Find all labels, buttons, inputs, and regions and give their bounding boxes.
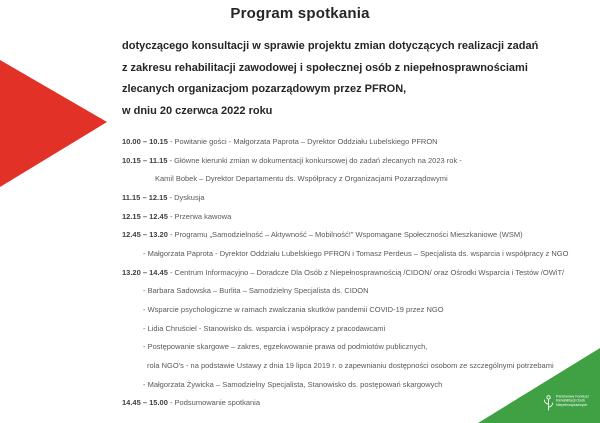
pfron-logo-line: Państwowy Fundusz: [556, 395, 590, 399]
schedule-text: - Dyskusja: [169, 192, 205, 202]
pfron-logo: [543, 395, 600, 416]
page-title: Program spotkania: [230, 5, 370, 22]
schedule-text: - Lidia Chruściel - Stanowisko ds. wsparcia i współpracy z pracodawcami: [143, 323, 386, 333]
schedule-text: - Powitanie gości - Małgorzata Paprota – Dyrektor Oddziału Lubelskiego PFRON: [169, 137, 438, 146]
schedule-row: [143, 320, 597, 339]
schedule-text: - Postępowanie skargowe – zakres, egzekwowanie prawa od podmiotów publicznych,: [143, 342, 428, 352]
pfron-logo-line: Rehabilitacji Osób: [556, 399, 586, 403]
subtitle-line: z zakresu rehabilitacji zawodowej i społecznej osób z niepełnosprawnościami: [122, 61, 528, 74]
schedule-text: - Centrum Informacyjno – Doradcze Dla Osób z Niepełnosprawnością /CIDON/ oraz Ośrodki Wsparcia i Testów /OWiT/: [169, 267, 565, 277]
schedule-text: - Główne kierunki zmian w dokumentacji konkursowej do zadań zlecanych na 2023 rok -: [169, 155, 462, 165]
schedule-row: [122, 189, 597, 208]
schedule-time: 13.20 – 14.45: [122, 267, 170, 277]
schedule-row: [143, 301, 597, 320]
schedule-text: - Programu „Samodzielność – Aktywność – Mobilność!” Wspomagane Społeczności Mieszkaniowe (WSM): [169, 230, 523, 240]
schedule-text: - Małgorzata Żywicka – Samodzielny Specjalista, Stanowisko ds. postępowań skargowych: [143, 379, 443, 389]
schedule-text: - Małgorzata Paprota - Dyrektor Oddziału Lubelskiego PFRON i Tomasz Perdeus – Specjalista ds. wsparcia i współpracy z NGO: [143, 248, 569, 258]
red-arrow-decoration: [0, 60, 108, 188]
pfron-logo-text: [556, 395, 589, 408]
schedule-text: rola NGO's - na podstawie Ustawy z dnia 19 lipca 2019 r. o zapewnianiu dostępności osobom ze szczególnymi potrzebami: [147, 360, 554, 370]
schedule-row: [143, 282, 597, 301]
subtitle: [122, 36, 592, 122]
schedule-text: Kamil Bobek – Dyrektor Departamentu ds. Współpracy z Organizacjami Pozarządowymi: [155, 174, 448, 184]
schedule-row: [122, 264, 597, 283]
subtitle-line: dotyczącego konsultacji w sprawie projektu zmian dotyczących realizacji zadań: [122, 40, 539, 52]
schedule-time: 12.45 – 13.20: [122, 230, 170, 240]
pfron-logo-line: Niepełnosprawnych: [556, 403, 588, 407]
schedule-text: - Barbara Sadowska – Burlita – Samodzielny Specjalista ds. CIDON: [143, 286, 369, 296]
subtitle-line: w dniu 20 czerwca 2022 roku: [122, 104, 273, 117]
schedule-row: [122, 152, 597, 171]
schedule-time: 14.45 – 15.00: [122, 398, 170, 408]
schedule-row: [155, 170, 597, 189]
schedule-row: [122, 133, 597, 152]
schedule-text: - Przerwa kawowa: [169, 211, 232, 221]
schedule-row: [143, 245, 597, 264]
schedule-text: - Podsumowanie spotkania: [169, 398, 261, 408]
pfron-flower-icon: [543, 395, 554, 411]
schedule-time: 10.15 – 11.15: [122, 155, 170, 165]
schedule-time: 12.15 – 12.45: [122, 211, 170, 221]
schedule-row: [122, 208, 597, 227]
schedule-time: 10.00 – 10.15: [122, 137, 170, 146]
schedule-time: 11.15 – 12.15: [122, 192, 170, 202]
schedule-row: [122, 226, 597, 245]
subtitle-line: zlecanych organizacjom pozarządowym przez PFRON,: [122, 83, 407, 95]
schedule-text: - Wsparcie psychologiczne w ramach zwalczania skutków pandemii COVID-19 przez NGO: [143, 304, 444, 314]
